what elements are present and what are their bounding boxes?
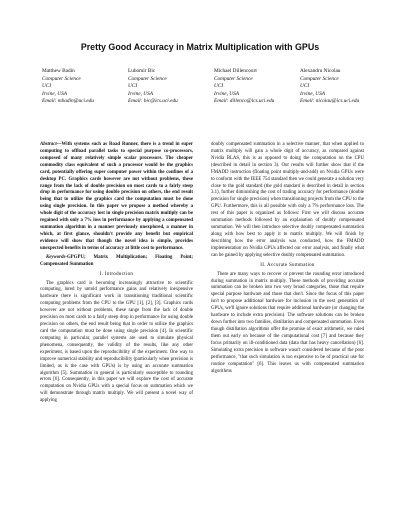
section-heading-introduction: I. Introduction — [99, 271, 134, 277]
author-dept: Computer Science — [128, 75, 167, 82]
author-name: Lubomir Bic — [128, 68, 156, 74]
author-name: Michael Dillencourt — [214, 68, 257, 74]
abstract — [40, 142, 193, 253]
author-block — [38, 68, 382, 106]
author-org: UCI — [214, 83, 224, 90]
author-2 — [124, 68, 210, 106]
keywords — [40, 255, 193, 269]
author-location: Irvine, USA — [128, 90, 154, 97]
author-name: Alexandru Nicolau — [300, 68, 341, 74]
author-org: UCI — [300, 83, 310, 90]
author-location: Irvine, USA — [42, 90, 68, 97]
author-location: Irvine, USA — [214, 90, 240, 97]
author-location: Irvine, USA — [300, 90, 326, 97]
author-email: Email: dillenco@ics.uci.edu — [214, 98, 275, 105]
author-dept: Computer Science — [42, 75, 81, 82]
author-name: Matthew Badin — [42, 68, 75, 74]
keywords-label: Keywords — [46, 254, 66, 260]
intro-paragraph: The graphics card is becoming increasingly attractive to scientific computing, lured by untold performance gains and relatively inexpensive hardware there is significant work in transitioning traditional scientific computing problems from the CPU to the GPU [1], [2], [3]. Graphics cards however are not without problems, these range from the lack of double precision on most cards to a fairly steep drop in performance for using double precision on others, the end result being that in order to utilize the graphics card the computation must be done using single precision [4]. In scientific computing in particular, parallel systems are used to simulate physical phenomena, consequently, the validity of the results, like any other experiment, is based upon the reproducibility of the experiment. One way to improve numerical stability and reproducibility (particularly when precision is limited, as is the case with GPUs) is by using an accurate summation algorithm [5]. Summation in general is particularly susceptible to rounding errors [6]. Consequently, in this paper we will explore the cost of accurate computation on Nvidia GPUs with a special focus on summation which we will demonstrate through matrix multiply. We will present a novel way of applying — [40, 280, 193, 404]
author-dept: Computer Science — [300, 75, 339, 82]
paper-title: Pretty Good Accuracy in Matrix Multiplication with GPUs — [80, 42, 320, 52]
section-heading-accurate-summation: II. Accurate Summation — [260, 262, 315, 268]
abstract-text: —With systems such as Road Runner, there is a trend in super computing to offload parallel tasks to special purpose co-processors, composed of many relatively simple scalar processors. The cheaper commodity class equivalent of such a processor would be the graphics card, potentially offering super computer power within the confines of a desktop PC. Graphics cards however are not without problems, these range from the lack of double precision on most cards to a fairly steep drop in performance for using double precision on others, the end result being that to utilize the graphics card the computation must be done using single precision. In this paper we propose a method whereby a whole digit of the accuracy lost in single precision matrix multiply can be regained with only a 7% loss in performance by applying a compensated summation algorithm in a manner previously unexplored, a manner in which, at first glance, shouldn't provide any benefit but empirical evidence will show that though the novel idea is simple, provides unexpected benefits in terms of accuracy at little cost to performance. — [40, 142, 193, 251]
author-org: UCI — [42, 83, 52, 90]
author-email: Email: bic@ics.uci.edu — [128, 98, 178, 105]
body-paragraph: doubly compensated summation in a selective manner, that when applied to matrix multiply will gain a whole digit of accuracy, as compared against Nvidia BLAS, this is as opposed to doing the computation on the CPU (described in detail in section 3). Our results will further show that if the FMADD instruction (floating point multiply-and-add) on Nvidia GPUs were to conform with the IEEE 754 standard then we could generate a solution very close to the gold standard (the gold standard is described in detail in section 3.1), further diminishing the cost of trading accuracy for performance (double precision for single precision) when transitioning projects from the CPU to the GPU. Furthermore, this is all possible with only a 7% performance loss. The rest of this paper is organized as follows: First we will discuss accurate summation methods followed by an explanation of doubly compensated summation. We will then introduce selective doubly compensated summation along with how best to apply it to matrix multiply. We will finish by describing how the error analysis was conducted, how the FMADD implementation on Nvidia GPUs affected our error analysis, and finally what can be gained by applying selective doubly compensated summation. — [211, 142, 364, 258]
abstract-label: Abstract — [40, 142, 57, 147]
accurate-summation-paragraph: There are many ways to recover or prevent the rounding error introduced during summation in matrix multiply. These methods of providing accurate summation can be broken into two very broad categories, those that require special purpose hardware and those that don't. Since the focus of this paper isn't to propose additional hardware for inclusion in the next generation of GPUs, we'll ignore solutions that require additional hardware (or changing the hardware to include extra precision). The software solutions can be broken down further into two families, distillation and compensated summation. Even though distillation algorithms offer the promise of exact arithmetic, we ruled them out early on because of the computational cost [7] and because they focus primarily on ill-conditioned data (data that has heavy cancellation) [6]. Simulating extra precision in software wasn't considered because of the poor performance, "that such simulation is too expensive to be of practical use for routine computation" [6]. This leaves us with compensated summation algorithms — [211, 271, 364, 374]
left-column — [40, 142, 193, 405]
author-dept: Computer Science — [214, 75, 253, 82]
right-column — [211, 142, 364, 375]
author-org: UCI — [128, 83, 138, 90]
keywords-text: -GPGPU; Matrix Multiplication; Floating Point; Compensated Summation — [40, 254, 193, 267]
author-email: Email: nicolau@ics.uci.edu — [300, 98, 360, 105]
author-4 — [296, 68, 382, 106]
author-email: Email: mbadin@uci.edu — [42, 98, 94, 105]
author-3 — [210, 68, 296, 106]
author-1 — [38, 68, 124, 106]
